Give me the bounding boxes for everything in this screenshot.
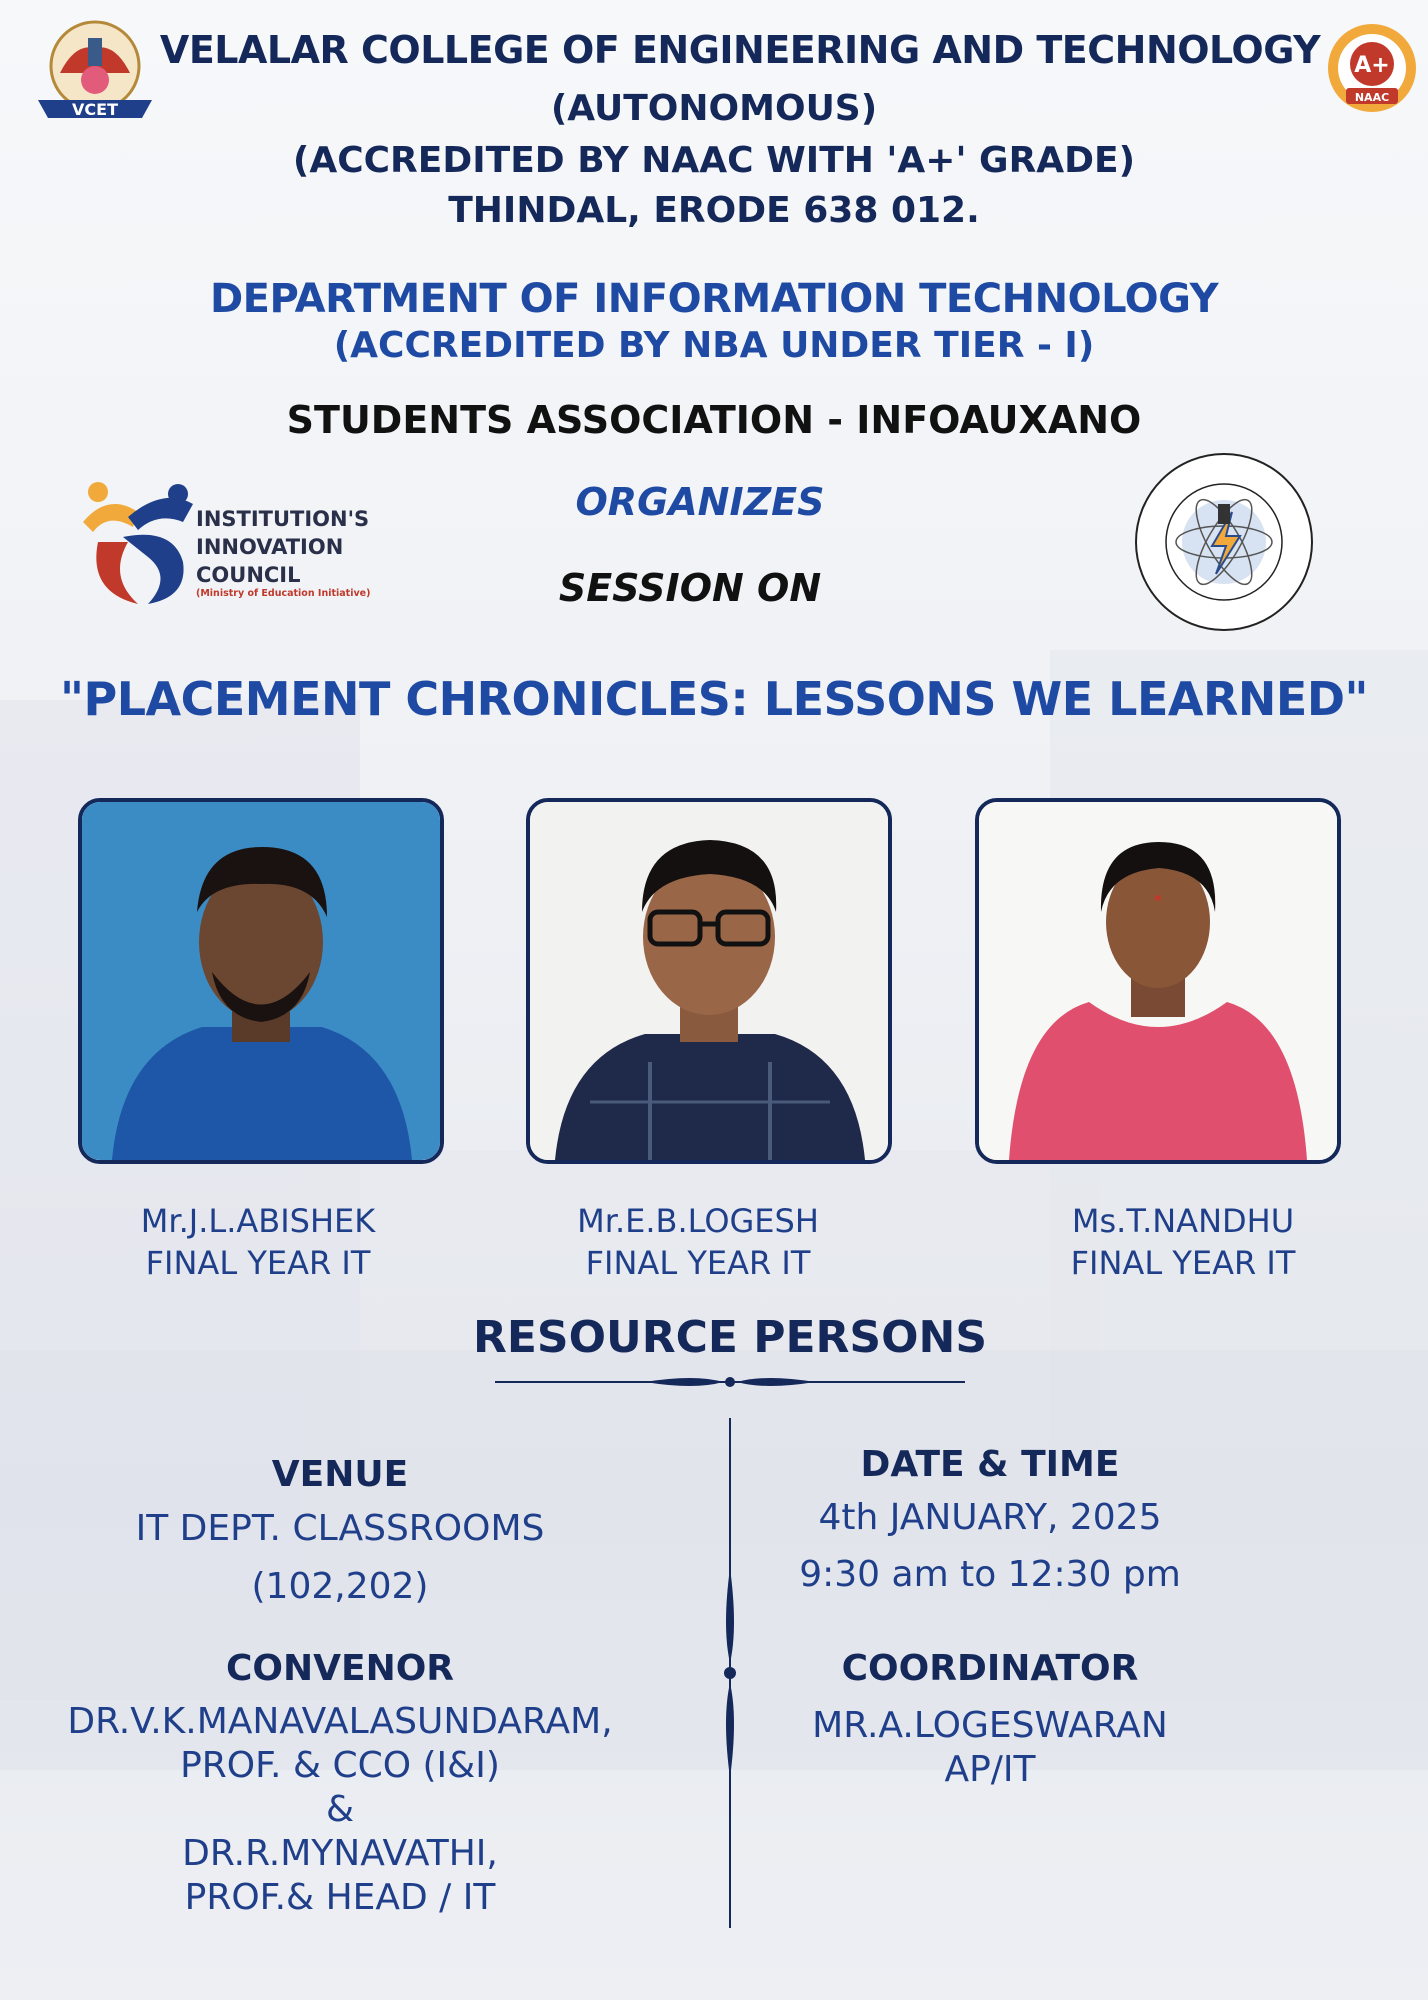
speaker-photo-nandhu (975, 798, 1341, 1164)
coordinator-heading: COORDINATOR (841, 1648, 1139, 1689)
students-association: STUDENTS ASSOCIATION - INFOAUXANO (286, 398, 1142, 442)
vcet-logo-text: VCET (72, 100, 118, 119)
department-name: DEPARTMENT OF INFORMATION TECHNOLOGY (209, 276, 1219, 322)
event-time: 9:30 am to 12:30 pm (799, 1554, 1181, 1595)
convenor-line-4: DR.R.MYNAVATHI, (182, 1833, 498, 1874)
organizes-label: ORGANIZES (575, 480, 825, 524)
coordinator-line-1: MR.A.LOGESWARAN (812, 1705, 1168, 1746)
venue-line-1: IT DEPT. CLASSROOMS (135, 1508, 545, 1549)
iic-subtitle: (Ministry of Education Initiative) (196, 588, 371, 599)
speaker-1-name: Mr.J.L.ABISHEK (140, 1202, 376, 1240)
speaker-3-name: Ms.T.NANDHU (1071, 1202, 1295, 1240)
iic-line-3: COUNCIL (196, 563, 301, 587)
naac-label: NAAC (1354, 91, 1390, 104)
resource-persons-heading: RESOURCE PERSONS (472, 1312, 988, 1363)
speaker-2-caption (498, 1200, 898, 1284)
event-date: 4th JANUARY, 2025 (818, 1497, 1162, 1538)
speaker-photo-logesh (526, 798, 892, 1164)
session-on-label: SESSION ON (558, 566, 822, 610)
venue-line-2: (102,202) (251, 1566, 429, 1607)
venue-heading: VENUE (271, 1454, 409, 1495)
convenor-details (60, 1700, 620, 1920)
iic-line-2: INNOVATION (196, 535, 344, 559)
speaker-3-caption (983, 1200, 1383, 1284)
iic-title (196, 505, 396, 589)
convenor-line-5: PROF.& HEAD / IT (184, 1877, 496, 1918)
college-address: THINDAL, ERODE 638 012. (448, 190, 980, 231)
speaker-2-role: FINAL YEAR IT (585, 1244, 811, 1282)
convenor-heading: CONVENOR (225, 1648, 455, 1689)
date-time-heading: DATE & TIME (860, 1444, 1120, 1485)
speaker-2-name: Mr.E.B.LOGESH (577, 1202, 819, 1240)
person-silhouette-icon (530, 802, 888, 1160)
naac-grade: A+ (1354, 53, 1390, 78)
person-silhouette-icon (82, 802, 440, 1160)
person-silhouette-icon (979, 802, 1337, 1160)
infoauxano-seal (1132, 450, 1316, 634)
speaker-1-role: FINAL YEAR IT (145, 1244, 371, 1282)
coordinator-line-2: AP/IT (944, 1749, 1036, 1790)
department-accreditation: (ACCREDITED BY NBA UNDER TIER - I) (333, 325, 1095, 366)
iic-line-1: INSTITUTION'S (196, 507, 370, 531)
coordinator-details (770, 1704, 1210, 1792)
speaker-3-role: FINAL YEAR IT (1070, 1244, 1296, 1282)
college-autonomous: (AUTONOMOUS) (550, 88, 878, 129)
convenor-line-3: & (325, 1789, 355, 1830)
college-accreditation: (ACCREDITED BY NAAC WITH 'A+' GRADE) (292, 140, 1136, 181)
session-title: "PLACEMENT CHRONICLES: LESSONS WE LEARNED" (60, 672, 1368, 726)
venue-details (100, 1500, 580, 1616)
speaker-1-caption (58, 1200, 458, 1284)
ornamental-divider (495, 1370, 965, 1394)
vertical-ornament-divider (712, 1418, 748, 1928)
college-name: VELALAR COLLEGE OF ENGINEERING AND TECHNOLOGY (159, 28, 1321, 72)
convenor-line-2: PROF. & CCO (I&I) (180, 1745, 500, 1786)
convenor-line-1: DR.V.K.MANAVALASUNDARAM, (67, 1701, 613, 1742)
speaker-photo-abishek (78, 798, 444, 1164)
